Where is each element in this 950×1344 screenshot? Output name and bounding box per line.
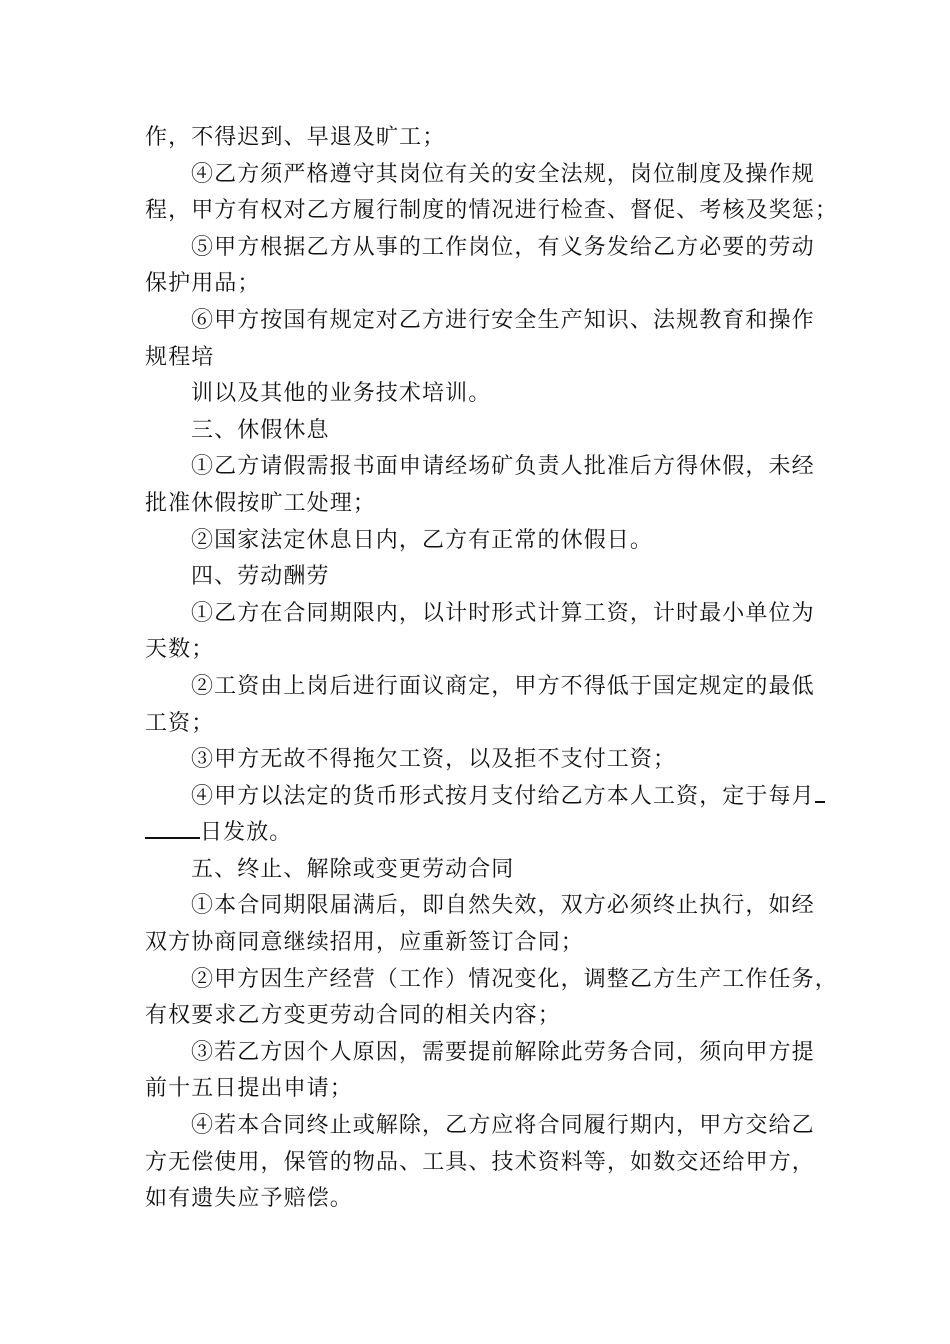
section-heading: 五、终止、解除或变更劳动合同 — [191, 856, 515, 882]
text-line — [145, 779, 815, 816]
text-line: ④乙方须严格遵守其岗位有关的安全法规，岗位制度及操作规 — [191, 161, 815, 187]
text-line: 有权要求乙方变更劳动合同的相关内容； — [145, 1003, 561, 1029]
text-line: 如有遗失应予赔偿。 — [145, 1186, 353, 1212]
text-line: 批准休假按旷工处理； — [145, 490, 377, 516]
text-line: ①乙方请假需报书面申请经场矿负责人批准后方得休假，未经 — [191, 454, 815, 480]
fill-in-blank-line — [145, 817, 200, 839]
text-line: 前十五日提出申请； — [145, 1076, 353, 1102]
text-line: 双方协商同意继续招用，应重新签订合同； — [145, 930, 584, 956]
text-segment: ④甲方以法定的货币形式按月支付给乙方本人工资，定于每月 — [191, 783, 815, 809]
text-line: ①乙方在合同期限内，以计时形式计算工资，计时最小单位为 — [191, 600, 815, 626]
text-line: 方无偿使用，保管的物品、工具、技术资料等，如数交还给甲方， — [145, 1149, 815, 1175]
section-heading: 四、劳动酬劳 — [191, 564, 330, 590]
text-line — [145, 815, 815, 852]
text-line: ③若乙方因个人原因，需要提前解除此劳务合同，须向甲方提 — [191, 1039, 815, 1065]
text-line: 保护用品； — [145, 271, 261, 297]
text-line: ⑥甲方按国有规定对乙方进行安全生产知识、法规教育和操作 — [191, 307, 815, 333]
text-segment: 日发放。 — [200, 820, 293, 846]
text-line: 训以及其他的业务技术培训。 — [191, 381, 492, 407]
section-heading: 三、休假休息 — [191, 417, 330, 443]
text-line: ④若本合同终止或解除，乙方应将合同履行期内，甲方交给乙 — [191, 1113, 815, 1139]
fill-in-blank-line — [815, 781, 825, 803]
text-line: ①本合同期限届满后，即自然失效，双方必须终止执行，如经 — [191, 893, 815, 919]
contract-body — [145, 120, 839, 1218]
text-line: ②国家法定休息日内，乙方有正常的休假日。 — [191, 527, 654, 553]
text-line: ③甲方无故不得拖欠工资，以及拒不支付工资； — [191, 747, 677, 773]
text-line: 工资； — [145, 710, 215, 736]
text-line: 天数； — [145, 637, 215, 663]
text-line: 规程培 — [145, 344, 215, 370]
text-line: ⑤甲方根据乙方从事的工作岗位，有义务发给乙方必要的劳动 — [191, 234, 815, 260]
text-line: ②工资由上岗后进行面议商定，甲方不得低于国定规定的最低 — [191, 673, 815, 699]
text-line: 程，甲方有权对乙方履行制度的情况进行检查、督促、考核及奖惩； — [145, 198, 839, 224]
text-line: ②甲方因生产经营（工作）情况变化，调整乙方生产工作任务， — [191, 966, 838, 992]
text-line: 作，不得迟到、早退及旷工； — [145, 125, 446, 150]
